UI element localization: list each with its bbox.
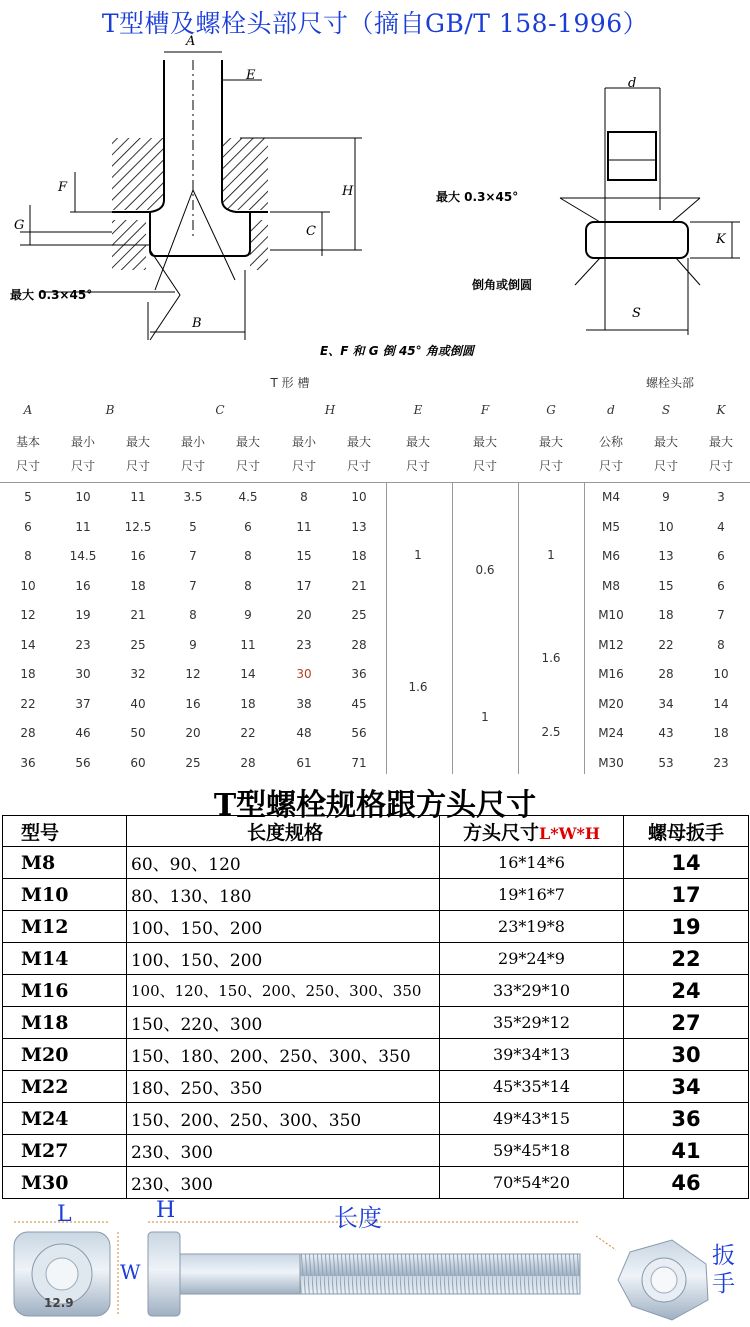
table-cell: 10 [351,490,367,504]
table-cell: 8 [189,608,197,622]
column-divider [518,482,519,774]
header-sub2: 尺寸 [538,459,563,473]
header-model: 型号 [3,816,127,847]
G-value: 1.6 [541,651,561,665]
spec-nut: 24 [624,975,749,1007]
spec-model: M24 [3,1103,127,1135]
table-cell: 9 [189,637,197,652]
spec-row-m18 [3,1007,749,1039]
spec-model: M27 [3,1135,127,1167]
table-cell: 28 [20,726,36,740]
header-sub1: 公称 [598,435,623,449]
spec-table [2,815,749,1199]
header-letter: B [105,403,115,417]
spec-model: M18 [3,1007,127,1039]
spec-row-m12 [3,911,749,943]
table-cell: 14 [240,667,256,681]
table-cell: 30 [296,667,312,681]
table-cell: 56 [75,755,91,770]
table-cell: 28 [351,637,367,652]
table-cell: 12.5 [124,519,152,534]
table-cell: 9 [244,608,252,622]
bolt-photo [0,1196,750,1323]
spec-row-m22 [3,1071,749,1103]
F-value: 0.6 [475,563,495,577]
table-cell: 23 [713,755,729,770]
header-sub2: 尺寸 [235,459,260,473]
table-cell: 6 [717,578,725,593]
table-cell: 36 [20,755,36,770]
table-cell: 25 [351,608,367,622]
table-cell: 8 [244,549,252,563]
header-head-suffix: L*W*H [538,823,601,843]
table-cell: 21 [351,578,367,593]
spec-model: M8 [3,847,127,879]
spec-table-title: T型螺栓规格跟方头尺寸 [213,788,537,823]
table-cell: M10 [598,608,624,622]
label-S: S [632,306,641,321]
spec-nut: 41 [624,1135,749,1167]
G-value: 2.5 [541,725,561,739]
table-cell: 11 [75,519,91,534]
photo-label-H: H [156,1198,176,1223]
header-sub2: 尺寸 [15,459,40,473]
table-cell: 45 [351,696,367,711]
header-sub1: 最小 [291,435,316,449]
spec-nut: 46 [624,1167,749,1199]
spec-head: 45*35*14 [440,1071,624,1103]
header-sub2: 尺寸 [291,459,316,473]
table-cell: M5 [602,519,620,534]
table-cell: 10 [658,519,674,534]
spec-model: M22 [3,1071,127,1103]
spec-row-m27 [3,1135,749,1167]
grade-mark: 12.9 [44,1296,74,1310]
spec-row-m10 [3,879,749,911]
table-cell: 7 [189,549,197,563]
table-cell: 15 [658,578,674,593]
table-cell: 37 [75,696,91,711]
table-cell: 16 [75,578,91,593]
spec-model: M30 [3,1167,127,1199]
table-cell: 56 [351,726,367,740]
table-cell: 14 [20,637,36,652]
spec-length: 230、300 [127,1167,440,1199]
dimension-table [0,370,750,778]
table-cell: 4.5 [238,490,258,504]
table-cell: 14 [713,696,729,711]
table-cell: 19 [75,608,91,622]
table-cell: 18 [130,578,146,593]
spec-length: 230、300 [127,1135,440,1167]
table-cell: 30 [75,667,91,681]
table-cell: 50 [130,726,146,740]
label-E: E [246,68,256,83]
column-divider [386,482,387,774]
header-letter: F [480,403,490,417]
table-cell: 8 [300,490,308,504]
spec-nut: 22 [624,943,749,975]
spec-length: 150、200、250、300、350 [127,1103,440,1135]
header-sub1: 基本 [15,435,40,449]
label-B: B [192,316,202,331]
table-cell: M8 [602,578,620,593]
header-letter: d [607,403,615,417]
t-slot-drawing [0,34,750,370]
header-sub1: 最大 [405,435,430,449]
header-letter: E [413,403,423,417]
header-letter: G [546,403,556,417]
spec-nut: 34 [624,1071,749,1103]
spec-table-header [3,816,749,847]
table-cell: 25 [185,755,201,770]
header-divider [0,482,750,483]
table-cell: M30 [598,755,624,770]
header-sub1: 最大 [708,435,733,449]
table-cell: 11 [240,637,256,652]
table-cell: 22 [658,637,674,652]
table-cell: 18 [658,608,674,622]
spec-head: 19*16*7 [440,879,624,911]
table-cell: 16 [130,549,146,563]
table-cell: 10 [20,578,36,593]
spec-length: 150、220、300 [127,1007,440,1039]
table-cell: 7 [717,608,725,622]
spec-length: 100、120、150、200、250、300、350 [127,975,440,1007]
table-cell: 28 [658,667,674,681]
header-sub1: 最小 [180,435,205,449]
spec-nut: 30 [624,1039,749,1071]
header-sub2: 尺寸 [472,459,497,473]
group-bolt-head: 螺栓头部 [645,376,694,390]
header-sub1: 最大 [235,435,260,449]
group-slot: T 形 槽 [270,376,310,390]
spec-model: M10 [3,879,127,911]
label-G: G [14,218,25,233]
table-cell: 23 [296,637,312,652]
table-cell: 28 [240,755,256,770]
spec-head: 23*19*8 [440,911,624,943]
table-cell: 18 [20,667,36,681]
table-cell: 21 [130,608,146,622]
table-cell: 8 [717,637,725,652]
table-cell: 13 [658,549,674,563]
spec-length: 60、90、120 [127,847,440,879]
spec-model: M20 [3,1039,127,1071]
table-cell: 34 [658,696,674,711]
table-cell: 5 [189,519,197,534]
spec-head: 59*45*18 [440,1135,624,1167]
table-cell: 3 [717,490,725,504]
table-cell: 18 [713,726,729,740]
spec-row-m30 [3,1167,749,1199]
spec-model: M14 [3,943,127,975]
F-value: 1 [481,710,489,724]
table-cell: 18 [351,549,367,563]
table-cell: 10 [713,667,729,681]
photo-label-L: L [57,1202,72,1227]
header-letter: K [716,403,726,417]
spec-length: 150、180、200、250、300、350 [127,1039,440,1071]
header-nut: 螺母扳手 [624,816,749,847]
header-sub1: 最小 [70,435,95,449]
table-cell: 6 [244,519,252,534]
spec-head: 16*14*6 [440,847,624,879]
table-cell: 22 [20,696,36,711]
column-divider [452,482,453,774]
table-cell: 36 [351,667,367,681]
table-cell: 14.5 [69,549,97,563]
table-cell: 15 [296,549,312,563]
spec-length: 100、150、200 [127,943,440,975]
spec-head: 35*29*12 [440,1007,624,1039]
table-cell: 6 [24,519,32,534]
table-cell: M6 [602,549,620,563]
header-head-size [440,816,624,847]
table-cell: 8 [24,549,32,563]
spec-row-m20 [3,1039,749,1071]
table-cell: 16 [185,696,201,711]
header-letter: H [324,403,336,417]
spec-length: 80、130、180 [127,879,440,911]
table-cell: 8 [244,578,252,593]
table-cell: 3.5 [183,490,203,504]
spec-head: 70*54*20 [440,1167,624,1199]
table-cell: 4 [717,519,725,534]
label-H: H [342,184,354,199]
table-cell: 9 [662,490,670,504]
header-sub2: 尺寸 [180,459,205,473]
header-sub2: 尺寸 [346,459,371,473]
table-cell: 53 [658,755,674,770]
table-cell: 11 [296,519,312,534]
spec-length: 180、250、350 [127,1071,440,1103]
G-value: 1 [547,548,555,562]
table-cell: 32 [130,667,146,681]
header-letter: C [215,403,225,417]
E-value: 1 [414,548,422,562]
header-sub1: 最大 [472,435,497,449]
header-sub1: 最大 [125,435,150,449]
table-cell: 12 [20,608,36,622]
photo-label-length: 长度 [334,1204,382,1232]
note-max-chamfer-left: 最大 0.3×45° [10,288,93,302]
spec-head: 49*43*15 [440,1103,624,1135]
spec-row-m14 [3,943,749,975]
photo-label-wrench: 扳 手 [712,1243,735,1297]
label-d: d [628,76,637,91]
table-cell: 6 [717,549,725,563]
table-cell: M20 [598,696,624,711]
note-chamfer-or-round: 倒角或倒圆 [472,278,533,292]
header-length: 长度规格 [127,816,440,847]
table-cell: 40 [130,696,146,711]
header-sub1: 最大 [653,435,678,449]
table-cell: 18 [240,696,256,711]
spec-nut: 19 [624,911,749,943]
table-cell: 25 [130,637,146,652]
header-sub2: 尺寸 [708,459,733,473]
table-cell: 61 [296,755,312,770]
header-sub2: 尺寸 [70,459,95,473]
spec-head: 29*24*9 [440,943,624,975]
header-sub2: 尺寸 [598,459,623,473]
table-cell: 20 [185,726,201,740]
label-A: A [186,34,196,49]
table-cell: 10 [75,490,91,504]
spec-model: M16 [3,975,127,1007]
table-cell: M24 [598,726,624,740]
table-cell: 22 [240,726,256,740]
header-letter: S [661,403,671,417]
spec-nut: 36 [624,1103,749,1135]
spec-nut: 17 [624,879,749,911]
spec-model: M12 [3,911,127,943]
bolt-head-section [560,88,740,335]
table-cell: 71 [351,755,367,770]
label-K: K [716,232,726,247]
note-max-chamfer-right: 最大 0.3×45° [436,190,519,204]
photo-label-W: W [120,1260,141,1284]
table-cell: M4 [602,490,620,504]
table-cell: 12 [185,667,201,681]
spec-head: 33*29*10 [440,975,624,1007]
table-cell: 48 [296,726,312,740]
header-head-prefix: 方头尺寸 [462,821,539,844]
spec-nut: 27 [624,1007,749,1039]
table-cell: 23 [75,637,91,652]
table-cell: 11 [130,490,146,504]
table-cell: 20 [296,608,312,622]
spec-nut: 14 [624,847,749,879]
header-letter: A [23,403,33,417]
header-sub1: 最大 [538,435,563,449]
table-cell: 5 [24,490,32,504]
table-cell: M12 [598,637,624,652]
table-cell: 17 [296,578,312,593]
header-sub1: 最大 [346,435,371,449]
table-cell: 60 [130,755,146,770]
spec-row-m8 [3,847,749,879]
spec-head: 39*34*13 [440,1039,624,1071]
table-cell: 38 [296,696,312,711]
spec-row-m16 [3,975,749,1007]
table-cell: 7 [189,578,197,593]
spec-length: 100、150、200 [127,911,440,943]
page-title: T型槽及螺栓头部尺寸（摘自GB/T 158-1996） [101,9,649,38]
label-C: C [306,224,316,239]
note-efg-chamfer: E、F 和 G 倒 45° 角或倒圆 [320,344,474,358]
table-cell: 13 [351,519,367,534]
table-cell: M16 [598,667,624,681]
header-sub2: 尺寸 [125,459,150,473]
label-F: F [58,180,68,195]
E-value: 1.6 [408,680,428,694]
header-sub2: 尺寸 [405,459,430,473]
table-cell: 43 [658,726,674,740]
header-sub2: 尺寸 [653,459,678,473]
table-cell: 46 [75,726,91,740]
spec-row-m24 [3,1103,749,1135]
